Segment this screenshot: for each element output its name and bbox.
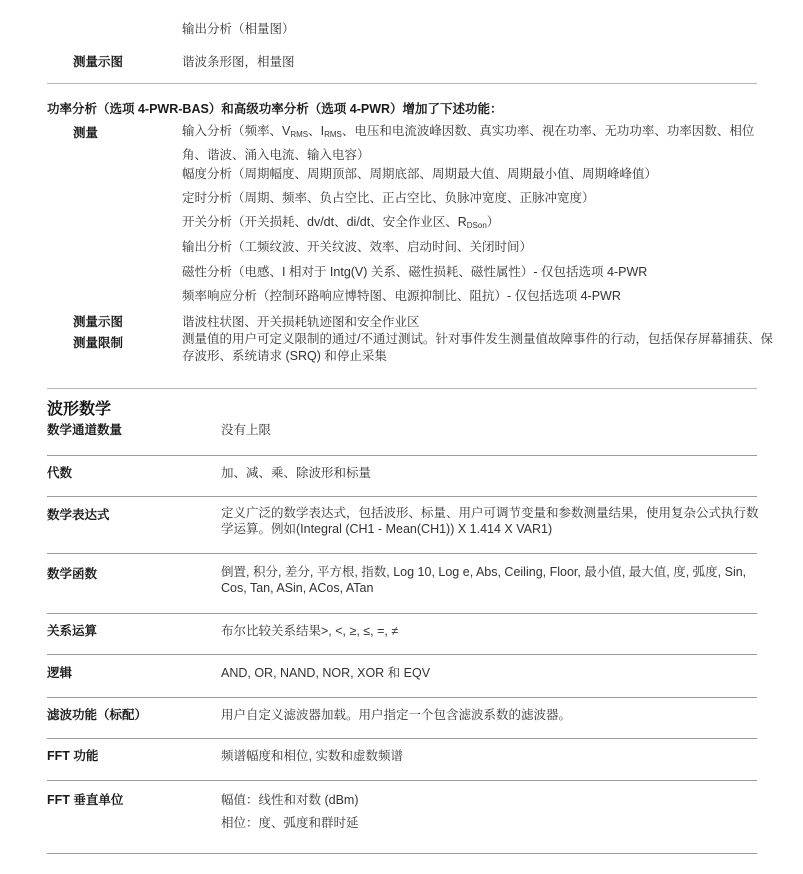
math-row-value: 没有上限 bbox=[221, 423, 272, 437]
measurement-limit-value: 测量值的用户可定义限制的通过/不通过测试。针对事件发生测量值故障事件的行动，包括保存屏幕捕获、保存波形、系统请求 (SRQ) 和停止采集 bbox=[182, 332, 773, 363]
math-row-value: 倒置, 积分, 差分, 平方根, 指数, Log 10, Log e, Abs, Ceiling, Floor, 最小值, 最大值, 度, 弧度, Sin, Cos, Tan, ASin, ACos, ATan bbox=[221, 565, 747, 595]
math-row-value: 定义广泛的数学表达式，包括波形、标量、用户可调节变量和参数测量结果，使用复杂公式执行数学运算。例如(Integral (CH1 - Mean(CH1)) X 1.414 X VAR1) bbox=[221, 506, 759, 536]
math-row-value: 加、减、乘、除波形和标量 bbox=[221, 466, 372, 480]
math-row-label: FFT 垂直单位 bbox=[47, 793, 124, 807]
switching-analysis: 开关分析（开关损耗、dv/dt、di/dt、安全作业区、$R_{DSon}$） bbox=[182, 215, 500, 230]
math-row-value: 频谱幅度和相位, 实数和虚数频谱 bbox=[221, 749, 403, 763]
divider bbox=[47, 697, 757, 698]
math-row-label: 逻辑 bbox=[47, 666, 73, 680]
math-row-label: 数学函数 bbox=[47, 567, 98, 581]
math-row-label: 数学表达式 bbox=[47, 508, 110, 522]
divider bbox=[47, 83, 757, 84]
divider bbox=[47, 780, 757, 781]
math-row-label: 数学通道数量 bbox=[47, 423, 123, 437]
math-row-value: AND, OR, NAND, NOR, XOR 和 EQV bbox=[221, 666, 431, 680]
math-row-value: 布尔比较关系结果>, <, ≥, ≤, =, ≠ bbox=[221, 624, 399, 638]
amplitude-analysis: 幅度分析（周期幅度、周期顶部、周期底部、周期最大值、周期最小值、周期峰峰值） bbox=[182, 167, 658, 181]
input-analysis: 输入分析（频率、$V_{RMS}$、$I_{RMS}$、电压和电流波峰因数、真实功率、视在功率、无功功率、功率因数、相位角、谐波、涌入电流、输入电容） bbox=[182, 124, 755, 162]
measure-label: 测量 bbox=[73, 126, 99, 140]
measurement-display-label: 测量示图 bbox=[73, 55, 124, 69]
divider bbox=[47, 654, 757, 655]
power-display-label: 测量示图 bbox=[73, 315, 124, 329]
frequency-response-analysis: 频率响应分析（控制环路响应博特图、电源抑制比、阻抗）- 仅包括选项 4-PWR bbox=[182, 289, 621, 303]
math-row-value-2: 相位：度、弧度和群时延 bbox=[221, 816, 359, 830]
measurement-display-value: 谐波条形图，相量图 bbox=[182, 55, 295, 69]
divider bbox=[47, 553, 757, 554]
math-row-label: 关系运算 bbox=[47, 624, 98, 638]
math-row-label: 代数 bbox=[47, 466, 73, 480]
magnetic-analysis: 磁性分析（电感、I 相对于 Intg(V) 关系、磁性损耗、磁性属性）- 仅包括选项 4-PWR bbox=[182, 265, 648, 279]
timing-analysis: 定时分析（周期、频率、负占空比、正占空比、负脉冲宽度、正脉冲宽度） bbox=[182, 191, 595, 205]
divider bbox=[47, 853, 757, 854]
math-row-label: 滤波功能（标配） bbox=[47, 708, 148, 722]
divider bbox=[47, 738, 757, 739]
divider bbox=[47, 388, 757, 389]
output-analysis: 输出分析（工频纹波、开关纹波、效率、启动时间、关闭时间） bbox=[182, 240, 533, 254]
divider bbox=[47, 496, 757, 497]
output-analysis-phasor: 输出分析（相量图） bbox=[182, 22, 295, 36]
waveform-math-title: 波形数学 bbox=[47, 401, 112, 418]
math-row-value: 用户自定义滤波器加载。用户指定一个包含滤波系数的滤波器。 bbox=[221, 708, 572, 722]
power-analysis-heading: 功率分析（选项 4-PWR-BAS）和高级功率分析（选项 4-PWR）增加了下述功能： bbox=[47, 102, 503, 116]
power-display-value: 谐波柱状图、开关损耗轨迹图和安全作业区 bbox=[182, 315, 420, 329]
math-row-label: FFT 功能 bbox=[47, 749, 99, 763]
measurement-limit-label: 测量限制 bbox=[73, 336, 124, 350]
math-row-value: 幅值：线性和对数 (dBm) bbox=[221, 793, 359, 807]
divider bbox=[47, 613, 757, 614]
divider bbox=[47, 455, 757, 456]
